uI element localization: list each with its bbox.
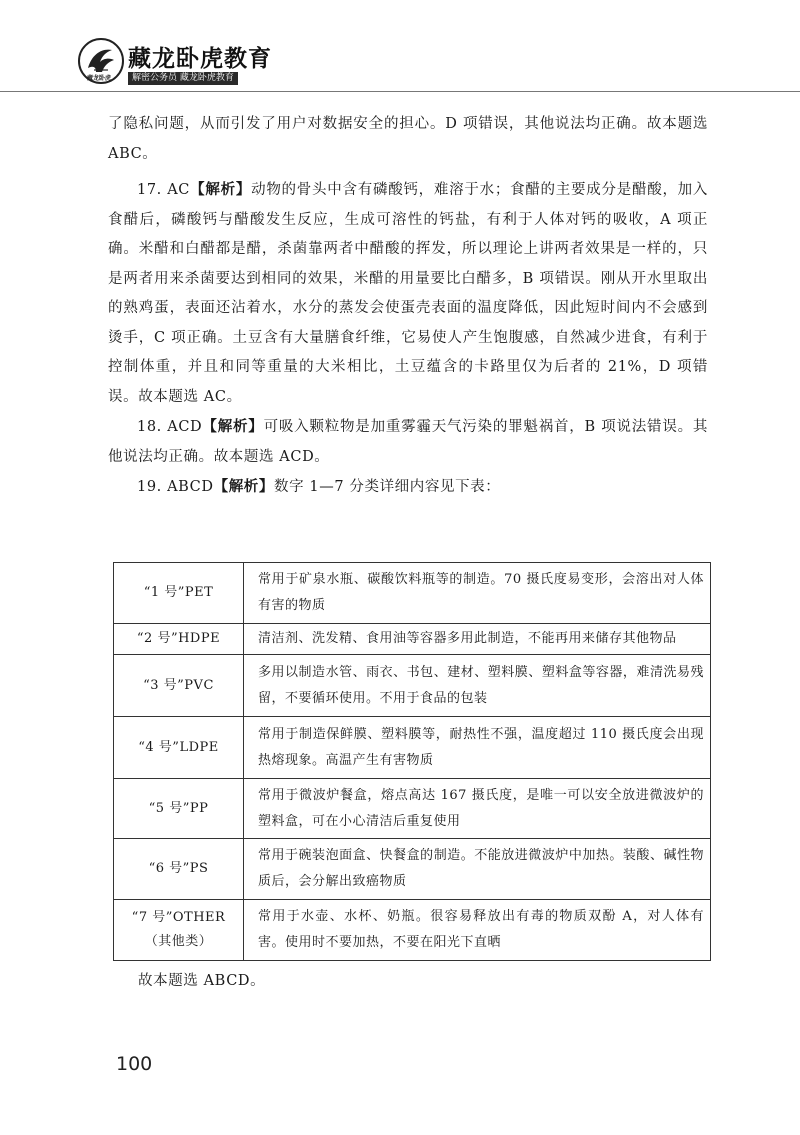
- paragraph-text: 了隐私问题，从而引发了用户对数据安全的担心。D 项错误，其他说法均正确。故本题选 ABC。: [108, 116, 708, 162]
- plastic-description: 常用于水壶、水杯、奶瓶。很容易释放出有毒的物质双酚 A，对人体有害。使用时不要加热，不要在阳光下直晒: [244, 900, 711, 961]
- answer-18: [108, 412, 708, 472]
- header-divider: [0, 91, 800, 92]
- paragraph-text: 可吸入颗粒物是加重雾霾天气污染的罪魁祸首，B 项说法错误。其他说法均正确。故本题选 ACD。: [108, 419, 708, 465]
- table-row: [114, 563, 711, 624]
- answer-text-block: [108, 110, 708, 503]
- plastic-description: 清洁剂、洗发精、食用油等容器多用此制造，不能再用来储存其他物品: [244, 624, 711, 655]
- plastic-code: “6 号”PS: [114, 839, 244, 900]
- plastic-code: “2 号”HDPE: [114, 624, 244, 655]
- page-number: 100: [116, 1053, 153, 1075]
- table-row: [114, 779, 711, 839]
- plastic-description: 常用于微波炉餐盒，熔点高达 167 摄氏度，是唯一可以安全放进微波炉的塑料盒，可在小心清洁后重复使用: [244, 779, 711, 839]
- plastic-description: 常用于碗装泡面盒、快餐盒的制造。不能放进微波炉中加热。装酸、碱性物质后，会分解出致癌物质: [244, 839, 711, 900]
- plastic-codes-table: [113, 562, 711, 961]
- analysis-tag: 【解析】: [202, 418, 264, 435]
- table-row: [114, 839, 711, 900]
- table-row: [114, 717, 711, 779]
- table-row: [114, 900, 711, 961]
- plastic-code: “1 号”PET: [114, 563, 244, 624]
- answer-19: [108, 472, 708, 503]
- plastic-description: 常用于矿泉水瓶、碳酸饮料瓶等的制造。70 摄氏度易变形，会溶出对人体有害的物质: [244, 563, 711, 624]
- plastic-code-line: “7 号”OTHER: [131, 910, 226, 925]
- plastic-code: “4 号”LDPE: [114, 717, 244, 779]
- closing-answer: 故本题选 ABCD。: [138, 973, 266, 989]
- plastic-code: “5 号”PP: [114, 779, 244, 839]
- paragraph-text: 动物的骨头中含有磷酸钙，难溶于水；食醋的主要成分是醋酸，加入食醋后，磷酸钙与醋酸发生反应，生成可溶性的钙盐，有利于人体对钙的吸收，A 项正确。米醋和白醋都是醋，杀菌靠两者中醋酸的挥发，所以理论上讲两者效果是一样的，只是两者用来杀菌要达到相同的效果，米醋的用量要比白醋多，B 项错误。刚从开水里取出的熟鸡蛋，表面还沾着水，水分的蒸发会使蛋壳表面的温度降低，因此短时间内不会感到烫手，C 项正确。土豆含有大量膳食纤维，它易使人产生饱腹感，自然减少进食，有利于控制体重，并且和同等重量的大米相比，土豆蕴含的卡路里仅为后者的 21%，D 项错误。故本题选 AC。: [108, 182, 709, 405]
- plastic-description: 多用以制造水管、雨衣、书包、建材、塑料膜、塑料盒等容器，难清洗易残留，不要循环使用。不用于食品的包装: [244, 655, 711, 717]
- analysis-tag: 【解析】: [213, 478, 274, 495]
- table-row: [114, 624, 711, 655]
- plastic-code-line: （其他类）: [144, 934, 213, 949]
- question-number: 18. ACD: [137, 419, 203, 435]
- plastic-description: 常用于制造保鲜膜、塑料膜等，耐热性不强，温度超过 110 摄氏度会出现热熔现象。高温产生有害物质: [244, 717, 711, 779]
- paragraph-text: 数字 1—7 分类详细内容见下表：: [274, 479, 501, 495]
- question-number: 19. ABCD: [137, 479, 214, 495]
- logo-caption: 藏龙卧虎: [87, 75, 112, 82]
- brand-title: 藏龙卧虎教育: [128, 46, 272, 72]
- paragraph-continuation: [108, 110, 708, 169]
- analysis-tag: 【解析】: [189, 181, 252, 198]
- plastic-code-multiline: [114, 900, 244, 961]
- answer-17: [108, 175, 708, 412]
- page-header: [0, 0, 800, 92]
- question-number: 17. AC: [137, 182, 190, 198]
- table-row: [114, 655, 711, 717]
- brand-subtitle: 解密公务员 藏龙卧虎教育: [128, 72, 238, 85]
- plastic-code: “3 号”PVC: [114, 655, 244, 717]
